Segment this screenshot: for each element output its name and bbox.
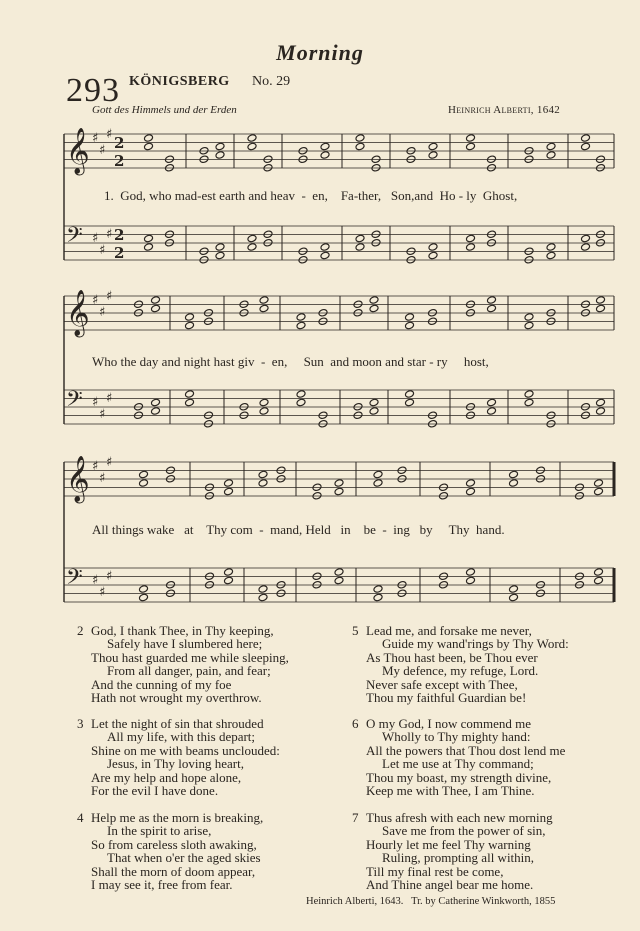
bass-clef-icon: 𝄢 bbox=[66, 565, 83, 595]
note-head bbox=[224, 487, 234, 496]
note-head bbox=[320, 243, 330, 252]
note-head bbox=[466, 576, 476, 585]
note-head bbox=[334, 487, 344, 496]
note-head bbox=[151, 407, 161, 416]
stanza-line: All my life, with this depart; bbox=[107, 729, 256, 745]
stanza-4 bbox=[77, 810, 264, 893]
stanza-line: Shine on me with beams unclouded: bbox=[91, 742, 280, 758]
stanza-line: Thou my faithful Guardian be! bbox=[366, 690, 527, 706]
stanza-number: 4 bbox=[77, 810, 84, 825]
note-head bbox=[259, 398, 269, 407]
tune-name: KÖNIGSBERG bbox=[129, 74, 230, 89]
note-head bbox=[296, 321, 306, 330]
note-head bbox=[428, 251, 438, 260]
note-head bbox=[151, 304, 161, 313]
lyric-line-3: All things wake at Thy com - mand, Held in be - ing by Thy hand. bbox=[92, 522, 505, 537]
stanza-line: In the spirit to arise, bbox=[107, 823, 212, 839]
note-head bbox=[151, 398, 161, 407]
stanza-number: 6 bbox=[352, 716, 359, 731]
note-head bbox=[320, 251, 330, 260]
note-head bbox=[355, 243, 365, 252]
note-head bbox=[144, 234, 154, 243]
stanza-line: That when o'er the aged skies bbox=[107, 850, 261, 866]
note-head bbox=[594, 568, 604, 577]
stanza-line: As Thou hast been, be Thou ever bbox=[366, 649, 538, 665]
time-signature-top: 2 bbox=[114, 134, 125, 152]
note-head bbox=[215, 251, 225, 260]
note-head bbox=[546, 142, 556, 151]
note-head bbox=[355, 142, 365, 151]
sharp-icon: ♯ bbox=[92, 573, 99, 588]
note-head bbox=[509, 593, 519, 602]
note-head bbox=[405, 398, 415, 407]
note-head bbox=[546, 251, 556, 260]
stanza-line: Till my final rest be come, bbox=[366, 863, 504, 879]
sharp-icon: ♯ bbox=[92, 459, 99, 474]
sharp-icon: ♯ bbox=[106, 227, 113, 242]
lyric-line-1: 1. God, who mad-est earth and heav - en, Fa-ther, Son,and Ho - ly Ghost, bbox=[104, 188, 518, 203]
stanza-2 bbox=[77, 623, 289, 706]
note-head bbox=[594, 479, 604, 488]
note-head bbox=[466, 234, 476, 243]
note-head bbox=[247, 243, 257, 252]
note-head bbox=[258, 470, 268, 479]
stanza-line: Safely have I slumbered here; bbox=[107, 636, 263, 652]
note-head bbox=[546, 151, 556, 160]
stanza-number: 3 bbox=[77, 716, 84, 731]
note-head bbox=[405, 313, 415, 322]
composer: Heinrich Alberti, 1642 bbox=[448, 104, 561, 116]
stanza-line: Guide my wand'rings by Thy Word: bbox=[382, 636, 569, 652]
note-head bbox=[524, 321, 534, 330]
note-head bbox=[247, 234, 257, 243]
time-signature-bottom: 2 bbox=[114, 244, 125, 262]
stanza-number: 2 bbox=[77, 623, 84, 638]
stanza-line: Lead me, and forsake me never, bbox=[366, 623, 532, 638]
stanza-line: Help me as the morn is breaking, bbox=[91, 810, 264, 825]
note-head bbox=[296, 398, 306, 407]
bass-clef-icon: 𝄢 bbox=[66, 223, 83, 253]
note-head bbox=[320, 142, 330, 151]
stanza-line: O my God, I now commend me bbox=[366, 716, 532, 731]
note-head bbox=[509, 470, 519, 479]
stanza-line: Jesus, in Thy loving heart, bbox=[107, 756, 244, 772]
note-head bbox=[581, 134, 591, 143]
note-head bbox=[524, 313, 534, 322]
note-head bbox=[369, 296, 379, 305]
stanza-3 bbox=[77, 716, 280, 799]
note-head bbox=[487, 407, 497, 416]
stanza-line: Let me use at Thy command; bbox=[382, 756, 534, 772]
note-head bbox=[144, 134, 154, 143]
note-head bbox=[428, 151, 438, 160]
sharp-icon: ♯ bbox=[99, 143, 106, 158]
note-head bbox=[466, 142, 476, 151]
section-title: Morning bbox=[276, 40, 364, 65]
note-head bbox=[259, 304, 269, 313]
note-head bbox=[296, 313, 306, 322]
stanza-line: Let the night of sin that shrouded bbox=[91, 716, 264, 731]
sharp-icon: ♯ bbox=[106, 289, 113, 304]
stanza-line: So from careless sloth awaking, bbox=[91, 836, 257, 852]
note-head bbox=[466, 134, 476, 143]
note-head bbox=[405, 321, 415, 330]
stanza-line: Thou hast guarded me while sleeping, bbox=[91, 649, 289, 665]
note-head bbox=[487, 304, 497, 313]
note-head bbox=[369, 407, 379, 416]
note-head bbox=[546, 243, 556, 252]
note-head bbox=[151, 296, 161, 305]
note-head bbox=[509, 479, 519, 488]
note-head bbox=[334, 576, 344, 585]
note-head bbox=[524, 390, 534, 399]
note-head bbox=[224, 576, 234, 585]
note-head bbox=[487, 296, 497, 305]
stanza-line: Shall the morn of doom appear, bbox=[91, 863, 256, 879]
note-head bbox=[405, 390, 415, 399]
tune-number: No. 29 bbox=[252, 74, 291, 89]
sharp-icon: ♯ bbox=[106, 569, 113, 584]
sharp-icon: ♯ bbox=[99, 243, 106, 258]
treble-clef-icon: 𝄞 bbox=[66, 128, 90, 174]
stanza-line: Hourly let me feel Thy warning bbox=[366, 836, 531, 852]
sharp-icon: ♯ bbox=[99, 471, 106, 486]
note-head bbox=[185, 390, 195, 399]
stanza-line: My defence, my refuge, Lord. bbox=[382, 663, 539, 679]
note-head bbox=[296, 390, 306, 399]
sharp-icon: ♯ bbox=[106, 391, 113, 406]
note-head bbox=[259, 407, 269, 416]
note-head bbox=[581, 234, 591, 243]
stanza-line: For the evil I have done. bbox=[91, 783, 219, 799]
stanza-line: Hath not wrought my overthrow. bbox=[91, 690, 262, 706]
note-head bbox=[594, 576, 604, 585]
note-head bbox=[215, 243, 225, 252]
note-head bbox=[334, 479, 344, 488]
sharp-icon: ♯ bbox=[92, 231, 99, 246]
sharp-icon: ♯ bbox=[92, 131, 99, 146]
stanza-line: God, I thank Thee, in Thy keeping, bbox=[91, 623, 274, 638]
note-head bbox=[334, 568, 344, 577]
tune-source: Gott des Himmels und der Erden bbox=[92, 104, 237, 116]
note-head bbox=[355, 234, 365, 243]
stanza-number: 7 bbox=[352, 810, 359, 825]
translation-credit: Heinrich Alberti, 1643. Tr. by Catherine Winkworth, 1855 bbox=[306, 896, 556, 907]
note-head bbox=[581, 243, 591, 252]
time-signature-bottom: 2 bbox=[114, 152, 125, 170]
note-head bbox=[596, 304, 606, 313]
note-head bbox=[373, 593, 383, 602]
stanza-7 bbox=[352, 810, 553, 893]
note-head bbox=[355, 134, 365, 143]
note-head bbox=[247, 142, 257, 151]
stanza-line: From all danger, pain, and fear; bbox=[107, 663, 271, 679]
stanza-number: 5 bbox=[352, 623, 359, 638]
stanza-line: Thou my boast, my strength divine, bbox=[366, 769, 552, 785]
stanza-line: I may see it, free from fear. bbox=[91, 877, 233, 893]
note-head bbox=[466, 243, 476, 252]
stanza-line: Never safe except with Thee, bbox=[366, 676, 518, 692]
sharp-icon: ♯ bbox=[92, 293, 99, 308]
note-head bbox=[139, 479, 149, 488]
note-head bbox=[247, 134, 257, 143]
note-head bbox=[596, 296, 606, 305]
note-head bbox=[466, 479, 476, 488]
lyric-line-2: Who the day and night hast giv - en, Sun and moon and star - ry host, bbox=[92, 354, 489, 369]
stanza-line: And Thine angel bear me home. bbox=[366, 877, 534, 893]
note-head bbox=[185, 321, 195, 330]
stanza-line: Ruling, prompting all within, bbox=[382, 850, 535, 866]
bass-clef-icon: 𝄢 bbox=[66, 387, 83, 417]
treble-clef-icon: 𝄞 bbox=[66, 456, 90, 502]
note-head bbox=[524, 398, 534, 407]
note-head bbox=[373, 470, 383, 479]
stanza-line: Are my help and hope alone, bbox=[91, 769, 242, 785]
sharp-icon: ♯ bbox=[106, 455, 113, 470]
note-head bbox=[594, 487, 604, 496]
sharp-icon: ♯ bbox=[106, 127, 113, 142]
note-head bbox=[369, 304, 379, 313]
note-head bbox=[185, 313, 195, 322]
note-head bbox=[373, 479, 383, 488]
note-head bbox=[259, 296, 269, 305]
sharp-icon: ♯ bbox=[99, 585, 106, 600]
note-head bbox=[487, 398, 497, 407]
sharp-icon: ♯ bbox=[99, 407, 106, 422]
stanza-5 bbox=[352, 623, 569, 706]
note-head bbox=[369, 398, 379, 407]
note-head bbox=[224, 568, 234, 577]
sharp-icon: ♯ bbox=[92, 395, 99, 410]
note-head bbox=[258, 479, 268, 488]
note-head bbox=[466, 487, 476, 496]
note-head bbox=[320, 151, 330, 160]
note-head bbox=[581, 142, 591, 151]
note-head bbox=[373, 585, 383, 594]
note-head bbox=[144, 142, 154, 151]
note-head bbox=[215, 142, 225, 151]
stanza-6 bbox=[352, 716, 566, 799]
note-head bbox=[258, 585, 268, 594]
stanza-line: Wholly to Thy mighty hand: bbox=[382, 729, 531, 745]
note-head bbox=[215, 151, 225, 160]
note-head bbox=[185, 398, 195, 407]
note-head bbox=[428, 142, 438, 151]
note-head bbox=[466, 568, 476, 577]
note-head bbox=[596, 398, 606, 407]
hymn-number: 293 bbox=[66, 72, 120, 109]
note-head bbox=[596, 407, 606, 416]
stanza-line: Keep me with Thee, I am Thine. bbox=[366, 783, 535, 799]
note-head bbox=[258, 593, 268, 602]
note-head bbox=[139, 585, 149, 594]
note-head bbox=[139, 470, 149, 479]
sharp-icon: ♯ bbox=[99, 305, 106, 320]
stanza-line: And the cunning of my foe bbox=[91, 676, 232, 692]
note-head bbox=[428, 243, 438, 252]
time-signature-top: 2 bbox=[114, 226, 125, 244]
stanza-line: Save me from the power of sin, bbox=[382, 823, 546, 839]
note-head bbox=[224, 479, 234, 488]
stanza-line: All the powers that Thou dost lend me bbox=[366, 742, 566, 758]
note-head bbox=[144, 243, 154, 252]
note-head bbox=[139, 593, 149, 602]
stanza-line: Thus afresh with each new morning bbox=[366, 810, 553, 825]
note-head bbox=[509, 585, 519, 594]
treble-clef-icon: 𝄞 bbox=[66, 290, 90, 336]
